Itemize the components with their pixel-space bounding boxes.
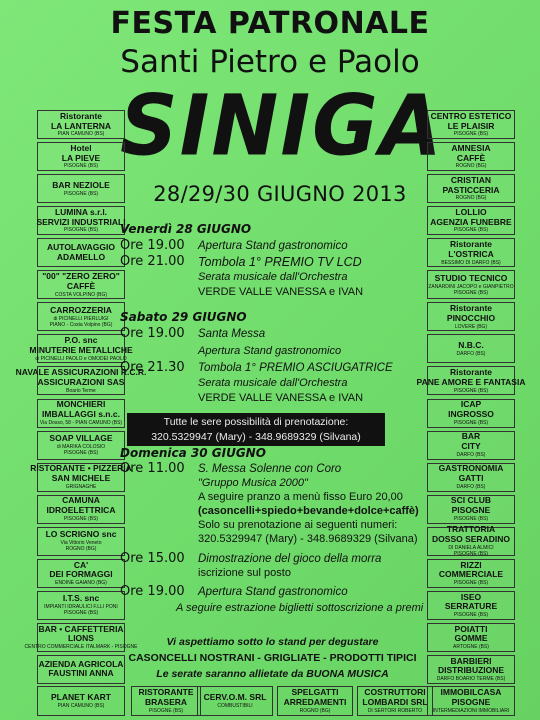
- sunday-time-7: Ore 15.00: [120, 551, 185, 566]
- sunday-line-8: iscrizione sul posto: [198, 567, 291, 579]
- footer-line-3: Le serate saranno allietate da BUONA MUSICA: [156, 668, 389, 680]
- sponsor-name: LOLLIO: [455, 206, 487, 217]
- sponsor-name: RIZZI: [460, 559, 482, 570]
- booking-line-2: 320.5329947 (Mary) - 348.9689329 (Silvana): [151, 431, 361, 443]
- booking-banner: [127, 413, 385, 446]
- sponsor-location: CENTRO COMMERCIALE ITALMARK - PISOGNE: [24, 644, 138, 651]
- footer-line-1: Vi aspettiamo sotto lo stand per degustare: [166, 636, 379, 648]
- bottom-sponsor-box: [197, 686, 273, 716]
- left-sponsor-box: [29, 334, 133, 363]
- sunday-time-9: Ore 19.00: [120, 584, 185, 599]
- sponsor-location: ROGNO (BG): [299, 707, 331, 714]
- right-sponsor-box: [427, 206, 515, 235]
- sponsor-location: PIAN CAMUNO (BS): [57, 702, 105, 709]
- sunday-line-4: (casoncelli+spiedo+bevande+dolce+caffè): [198, 505, 419, 517]
- sponsor-name: SERVIZI INDUSTRIALI: [36, 216, 126, 227]
- left-sponsor-box: [30, 463, 132, 492]
- sponsor-location: DARFO (BS): [456, 350, 486, 357]
- right-sponsor-box: [427, 142, 515, 171]
- sponsor-name: BRASERA: [144, 697, 188, 707]
- sponsor-name: CAMUNA: [62, 495, 100, 506]
- sponsor-location: PISOGNE (BS): [453, 515, 489, 522]
- sunday-line-6: 320.5329947 (Mary) - 348.9689329 (Silvana): [198, 533, 418, 545]
- sponsor-location: ENDINE GAIANO (BG): [55, 580, 107, 587]
- sponsor-location: BESSIMO DI DARFO (BS): [441, 259, 501, 266]
- sponsor-name: TRATTORIA: [446, 524, 496, 535]
- friday-event-1: Apertura Stand gastronomico: [198, 240, 348, 252]
- bottom-sponsor-row: [37, 686, 515, 716]
- left-sponsor-box: [37, 206, 125, 235]
- sponsor-name: BAR: [461, 431, 481, 442]
- sunday-heading: Domenica 30 GIUGNO: [120, 446, 266, 460]
- sponsor-location: Via Dosso, 58 - PIAN CAMUNO (BS): [39, 419, 123, 426]
- sponsor-name: PINOCCHIO: [446, 312, 496, 323]
- sponsor-name: I.T.S. snc: [62, 593, 100, 604]
- sunday-program: [120, 446, 425, 615]
- sponsor-name: GASTRONOMIA: [438, 463, 504, 474]
- sponsor-name: "00" "ZERO ZERO": [42, 271, 120, 282]
- saturday-line-4: Serata musicale dall'Orchestra: [198, 377, 348, 389]
- sponsor-location: Boario Terme: [66, 387, 96, 394]
- left-sponsor-box: [37, 431, 125, 460]
- left-sponsor-box: [37, 174, 125, 203]
- left-sponsor-box: [37, 110, 125, 139]
- sponsor-name: N.B.C.: [458, 340, 484, 351]
- sponsor-name: BAR NEZIOLE: [52, 179, 110, 190]
- bottom-sponsor-box: [37, 686, 125, 716]
- saturday-time-3: Ore 21.30: [120, 360, 185, 375]
- sponsor-location: COMBUSTIBILI: [217, 702, 253, 709]
- sponsor-name: ICAP: [460, 399, 482, 410]
- sponsor-location: ROGNO (BG): [455, 163, 487, 170]
- sponsor-location: GRIGNAGHE: [65, 483, 97, 490]
- sponsor-location: DARFO (BS): [456, 451, 486, 458]
- left-sponsor-box: [37, 270, 125, 299]
- right-sponsor-box: [416, 366, 526, 395]
- right-sponsor-box: [427, 110, 515, 139]
- sponsor-location: PISOGNE (BS): [453, 387, 489, 394]
- friday-time-1: Ore 19.00: [120, 238, 185, 253]
- sunday-line-2: "Gruppo Musica 2000": [198, 477, 308, 489]
- sunday-event-9: Apertura Stand gastronomico: [198, 586, 348, 598]
- sponsor-location: ROGNO (BG): [65, 546, 97, 553]
- left-sponsor-box: [37, 591, 125, 620]
- sponsor-name: ASSICURAZIONI SAS: [37, 376, 125, 387]
- sponsor-name: ARREDAMENTI: [283, 697, 347, 707]
- booking-line-1: Tutte le sere possibilità di prenotazione:: [163, 416, 349, 428]
- poster-title: FESTA PATRONALE: [110, 6, 430, 41]
- sponsor-name: LA LANTERNA: [50, 120, 112, 131]
- right-sponsor-box: [427, 302, 515, 331]
- bottom-sponsor-box: [357, 686, 433, 716]
- sponsor-location: ARTOGNE (BS): [453, 644, 489, 651]
- sponsor-location: PISOGNE (BS): [453, 419, 489, 426]
- friday-heading: Venerdì 28 GIUGNO: [120, 222, 252, 236]
- sunday-line-3: A seguire pranzo a menù fisso Euro 20,00: [198, 491, 403, 503]
- poster-subtitle: Santi Pietro e Paolo: [120, 44, 420, 80]
- sponsor-name: CARROZZERIA: [50, 304, 112, 315]
- sponsor-name: BARBIERI: [450, 655, 492, 666]
- sunday-time-1: Ore 11.00: [120, 461, 185, 476]
- left-sponsor-box: [37, 655, 125, 684]
- sponsor-name: CRISTIAN: [450, 174, 492, 185]
- sponsor-name: LA PIEVE: [61, 152, 101, 163]
- sunday-event-1: S. Messa Solenne con Coro: [198, 463, 342, 475]
- sponsor-location: PISOGNE (BS): [453, 612, 489, 619]
- sponsor-location: LOVERE (BG): [454, 323, 488, 330]
- sponsor-name: POIATTI: [454, 623, 488, 634]
- sponsor-name: IMBALLAGGI s.n.c.: [42, 409, 120, 420]
- sponsor-name: SOAP VILLAGE: [49, 433, 113, 444]
- poster-footer: [120, 634, 425, 682]
- right-sponsor-box: [427, 270, 515, 299]
- sponsor-location: PISOGNE (BS): [63, 515, 99, 522]
- sponsor-location: PISOGNE (BS): [453, 131, 489, 138]
- sponsor-location: Via Vittorio Veneto: [60, 540, 102, 547]
- left-sponsor-box: [15, 366, 147, 395]
- right-sponsor-box: [427, 174, 515, 203]
- bottom-sponsor-box: [131, 686, 201, 716]
- sponsor-name: LOMBARDI SRL: [362, 697, 428, 707]
- sponsor-name: AMNESIA: [451, 142, 491, 153]
- sponsor-location: di MARIKA COLOSIO: [56, 443, 106, 450]
- sponsor-name: PASTICCERIA: [442, 184, 500, 195]
- sponsor-name: CA': [73, 559, 89, 570]
- left-sponsor-box: [37, 559, 125, 588]
- sponsor-location: PIAN CAMUNO (BS): [57, 131, 105, 138]
- sponsor-name: SERRATURE: [444, 601, 498, 612]
- sponsor-name: DISTRIBUZIONE: [437, 665, 505, 676]
- sponsor-name: Hotel: [70, 142, 92, 153]
- right-sponsor-box: [427, 463, 515, 492]
- bottom-sponsor-box: [277, 686, 353, 716]
- left-sponsor-box: [37, 399, 125, 428]
- sponsor-name: Ristorante: [449, 238, 493, 249]
- sponsor-name: INGROSSO: [448, 409, 494, 420]
- right-sponsor-box: [427, 623, 515, 652]
- sponsor-location: PISOGNE (BS): [453, 551, 489, 558]
- sponsor-name: LUMINA s.r.l.: [54, 206, 108, 217]
- sponsor-location: DARFO (BS): [456, 483, 486, 490]
- sponsor-name: CAFFÈ: [66, 280, 96, 291]
- left-sponsor-box: [37, 302, 125, 331]
- sponsor-name: Ristorante: [449, 303, 493, 314]
- left-sponsor-box: [37, 238, 125, 267]
- sponsor-name: CAFFÈ: [456, 152, 486, 163]
- sponsor-name: CERV.O.M. SRL: [203, 692, 267, 703]
- sponsor-location: PISOGNE (BS): [63, 449, 99, 456]
- friday-program: [120, 222, 425, 299]
- sponsor-name: LIONS: [68, 633, 94, 644]
- left-sponsor-box: [37, 495, 125, 524]
- sponsor-location: PISOGNE (BS): [453, 580, 489, 587]
- saturday-program: [120, 310, 425, 405]
- sponsor-location: di PICINELLI PIERLUIGI: [53, 315, 109, 322]
- sponsor-name: SAN MICHELE: [51, 473, 111, 484]
- sponsor-name: AUTOLAVAGGIO: [47, 241, 115, 252]
- sponsor-name: ADAMELLO: [56, 251, 106, 262]
- right-sponsor-box: [427, 431, 515, 460]
- sponsor-name: FAUSTINI ANNA: [48, 668, 114, 679]
- friday-line-3: Serata musicale dall'Orchestra: [198, 271, 348, 283]
- sponsor-location: IMPIANTI IDRAULICI F.LLI PONI: [44, 604, 118, 611]
- sponsor-location: PISOGNE (BS): [453, 289, 489, 296]
- sponsor-name: CENTRO ESTETICO: [430, 110, 512, 121]
- right-sponsor-box: [427, 559, 515, 588]
- sponsor-name: MONCHIERI: [56, 399, 106, 410]
- left-sponsor-box: [37, 142, 125, 171]
- sponsor-name: Ristorante: [59, 110, 103, 121]
- sponsor-location: DI DANIELA ALMICI: [448, 545, 494, 552]
- saturday-line-5: VERDE VALLE VANESSA e IVAN: [198, 392, 364, 404]
- sponsor-name: COSTRUTTORI: [364, 687, 426, 698]
- right-sponsor-box: [427, 334, 515, 363]
- sponsor-name: GATTI: [458, 473, 484, 484]
- sponsor-location: PIANO - Costa Volpino (BG): [49, 321, 113, 328]
- sponsor-location: PISOGNE (BS): [63, 190, 99, 197]
- sponsor-name: AZIENDA AGRICOLA: [38, 658, 124, 669]
- sponsor-location: DI SERTORI ROBERTO: [367, 707, 423, 714]
- sponsor-name: IMMOBILCASA: [440, 687, 502, 698]
- sponsor-location: di PICINELLI PAOLO e OMODEI PAOLO: [35, 355, 127, 362]
- sponsor-name: RISTORANTE: [138, 687, 194, 698]
- sunday-line-5: Solo su prenotazione ai seguenti numeri:: [198, 519, 398, 531]
- sponsor-location: PISOGNE (BS): [63, 610, 99, 617]
- sunday-event-7: Dimostrazione del gioco della morra: [198, 553, 382, 565]
- saturday-event-3: Tombola 1° PREMIO ASCIUGATRICE: [198, 362, 393, 374]
- sponsor-name: STUDIO TECNICO: [434, 272, 508, 283]
- right-sponsor-box: [427, 399, 515, 428]
- sponsor-name: NAVALE ASSICURAZIONI R.C.R.: [15, 367, 147, 378]
- sponsor-location: PISOGNE (BS): [63, 163, 99, 170]
- right-sponsor-box: [427, 495, 515, 524]
- sponsor-location: ZANARDINI JACOPO e GIANPIETRO: [428, 283, 514, 290]
- friday-event-2: Tombola 1° PREMIO TV LCD: [198, 255, 362, 269]
- sponsor-name: SPELGATTI: [291, 687, 339, 698]
- sponsor-name: L'OSTRICA: [448, 248, 494, 259]
- sponsor-name: PISOGNE: [451, 505, 491, 516]
- sponsor-name: IDROELETTRICA: [46, 505, 116, 516]
- footer-line-2: CASONCELLI NOSTRANI - GRIGLIATE - PRODOTTI TIPICI: [128, 652, 417, 664]
- right-sponsor-box: [427, 524, 515, 558]
- sponsor-location: DARFO BOARIO TERME (BS): [436, 676, 506, 683]
- sponsor-name: Ristorante: [449, 367, 493, 378]
- sponsor-name: LE PLAISIR: [447, 120, 495, 131]
- left-sponsor-box: [24, 623, 138, 652]
- sponsor-name: COMMERCIALE: [438, 569, 504, 580]
- sponsor-name: CITY: [461, 441, 481, 452]
- sponsor-location: PISOGNE (BS): [63, 227, 99, 234]
- left-sponsor-box: [37, 527, 125, 556]
- bottom-sponsor-box: [427, 686, 515, 716]
- sponsor-name: DOSSO SERADINO: [432, 534, 510, 545]
- right-sponsor-box: [427, 238, 515, 267]
- sponsor-name: RISTORANTE • PIZZERIA: [30, 463, 132, 474]
- saturday-time-1: Ore 19.00: [120, 326, 185, 341]
- right-sponsor-box: [427, 655, 515, 684]
- right-sponsor-box: [427, 591, 515, 620]
- friday-line-4: VERDE VALLE VANESSA e IVAN: [198, 286, 364, 298]
- sponsor-name: BAR • CAFFETTERIA: [38, 623, 124, 634]
- sunday-line-10: A seguire estrazione biglietti sottoscrizione a premi: [176, 602, 424, 614]
- sponsor-name: PANE AMORE E FANTASIA: [416, 376, 526, 387]
- sponsor-name: DEI FORMAGGI: [49, 569, 113, 580]
- sponsor-name: P.O. snc: [64, 335, 98, 346]
- sponsor-location: COSTA VOLPINO (BG): [54, 291, 108, 298]
- sponsor-location: PISOGNE (BS): [148, 707, 184, 714]
- sponsor-name: LO SCRIGNO snc: [45, 529, 117, 540]
- sponsor-name: SCI CLUB: [450, 495, 492, 506]
- saturday-heading: Sabato 29 GIUGNO: [120, 310, 247, 324]
- sponsor-name: AGENZIA FUNEBRE: [430, 216, 512, 227]
- poster-dates: 28/29/30 GIUGNO 2013: [153, 182, 407, 206]
- saturday-event-1: Santa Messa: [198, 328, 266, 340]
- sponsor-location: PISOGNE (BS): [453, 227, 489, 234]
- sponsor-location: ROGNO (BG): [455, 195, 487, 202]
- sponsor-name: PISOGNE: [451, 697, 491, 707]
- friday-time-2: Ore 21.00: [120, 254, 185, 269]
- sponsor-name: GOMME: [454, 633, 488, 644]
- poster-place: SINIGA: [120, 76, 444, 175]
- sponsor-name: MINUTERIE METALLICHE: [29, 344, 133, 355]
- sponsor-name: ISEO: [460, 591, 482, 602]
- saturday-line-2: Apertura Stand gastronomico: [198, 345, 342, 357]
- sponsor-location: INTERMEDIAZIONI IMMOBILIARI: [432, 707, 510, 714]
- sponsor-name: PLANET KART: [51, 692, 111, 703]
